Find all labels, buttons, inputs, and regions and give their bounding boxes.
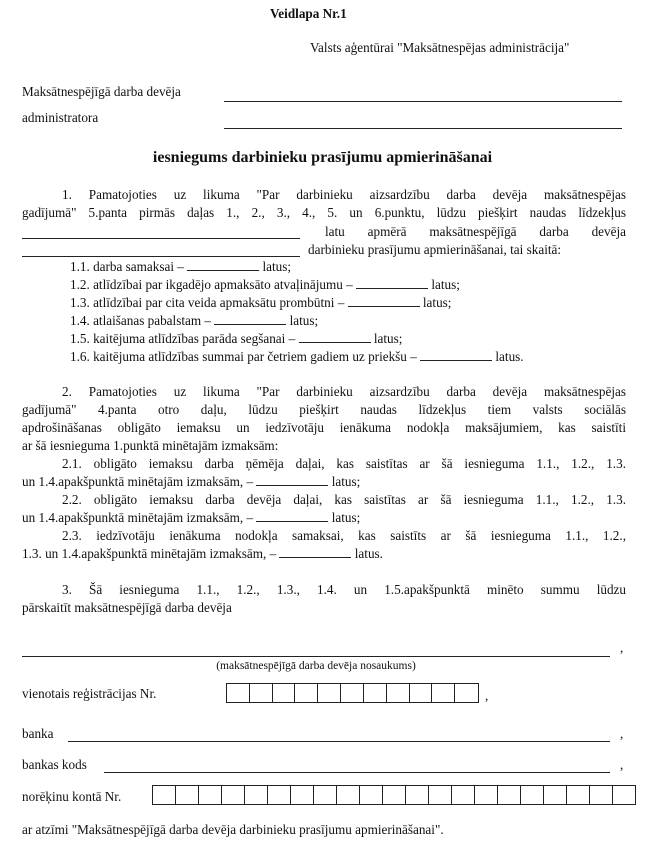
s2-line1: 2. Pamatojoties uz likuma "Par darbinieku aizsardzību darba devēja maksātnespējas	[62, 384, 626, 399]
s2-item-2-1-field[interactable]	[256, 474, 328, 486]
s2-item-2-3-line2: 1.3. un 1.4.apakšpunktā minētajām izmaksām, – latus.	[22, 546, 383, 561]
s1-line2: gadījumā" 5.panta pirmās daļas 1., 2., 3., 4., 5. un 6.punktu, lūdzu piešķirt naudas līdzekļus	[22, 205, 626, 220]
s1-line3: latu apmērā maksātnespējīgā darba devēja	[325, 224, 626, 239]
form-number: Veidlapa Nr.1	[270, 6, 347, 21]
bank-code-label: bankas kods	[22, 757, 87, 772]
s1-item-1-3: 1.3. atlīdzībai par cita veida apmaksātu prombūtni – latus;	[70, 295, 452, 310]
s2-item-2-3-field[interactable]	[279, 546, 351, 558]
comma: ,	[620, 726, 624, 741]
s1-item-1-1-field[interactable]	[187, 259, 259, 271]
reg-number-boxes[interactable]	[226, 683, 479, 703]
s3-line1: 3. Šā iesnieguma 1.1., 1.2., 1.3., 1.4. un 1.5.apakšpunktā minēto summu lūdzu	[62, 582, 626, 597]
employer-name-caption: (maksātnespējīgā darba devēja nosaukums)	[216, 660, 416, 672]
bank-label: banka	[22, 726, 54, 741]
bank-field[interactable]	[68, 741, 610, 742]
s2-line2: gadījumā" 4.panta otro daļu, lūdzu piešķirt naudas līdzekļus tiem valsts sociālās	[22, 402, 626, 417]
comma: ,	[620, 640, 624, 655]
s2-item-2-1-line2: un 1.4.apakšpunktā minētajām izmaksām, – latus;	[22, 474, 361, 489]
s1-item-1-1: 1.1. darba samaksai – latus;	[70, 259, 292, 274]
s2-item-2-3-line1: 2.3. iedzīvotāju ienākuma nodokļa samaksai, kas saistīts ar šā iesnieguma 1.1., 1.2.,	[62, 528, 626, 543]
s2-item-2-2-field[interactable]	[256, 510, 328, 522]
s3-line2: pārskaitīt maksātnespējīgā darba devēja	[22, 600, 232, 615]
employer-name-field[interactable]	[22, 656, 610, 657]
sender-admin-field[interactable]	[224, 128, 622, 129]
account-number-boxes[interactable]	[152, 785, 636, 805]
account-label: norēķinu kontā Nr.	[22, 789, 122, 804]
s1-item-1-4: 1.4. atlaišanas pabalstam – latus;	[70, 313, 319, 328]
sender-label-line2: administratora	[22, 110, 99, 125]
sender-name-field[interactable]	[224, 101, 622, 102]
s1-amount-field[interactable]	[22, 238, 300, 239]
s1-employer-field[interactable]	[22, 256, 300, 257]
s2-item-2-2-line2: un 1.4.apakšpunktā minētajām izmaksām, – latus;	[22, 510, 361, 525]
document-title: iesniegums darbinieku prasījumu apmierināšanai	[152, 149, 493, 166]
sender-label-line1: Maksātnespējīgā darba devēja	[22, 84, 181, 99]
closing-text: ar atzīmi "Maksātnespējīgā darba devēja darbinieku prasījumu apmierināšanai".	[22, 822, 444, 837]
comma: ,	[620, 757, 624, 772]
s1-item-1-6: 1.6. kaitējuma atlīdzības summai par četriem gadiem uz priekšu – latus.	[70, 349, 524, 364]
s2-item-2-2-line1: 2.2. obligāto iemaksu darba devēja daļai, kas saistītas ar šā iesnieguma 1.1., 1.2., 1.3.	[62, 492, 626, 507]
comma: ,	[485, 688, 489, 703]
s1-item-1-5: 1.5. kaitējuma atlīdzības parāda segšanai – latus;	[70, 331, 403, 346]
s1-item-1-5-field[interactable]	[299, 331, 371, 343]
reg-label: vienotais reģistrācijas Nr.	[22, 686, 157, 701]
s1-item-1-3-field[interactable]	[348, 295, 420, 307]
addressee: Valsts aģentūrai "Maksātnespējas administrācija"	[310, 40, 570, 55]
s1-item-1-2-field[interactable]	[356, 277, 428, 289]
bank-code-field[interactable]	[104, 772, 610, 773]
s1-line4: darbinieku prasījumu apmierināšanai, tai skaitā:	[308, 242, 562, 257]
s2-line4: ar šā iesnieguma 1.punktā minētajām izmaksām:	[22, 438, 279, 453]
s2-item-2-1-line1: 2.1. obligāto iemaksu darba ņēmēja daļai, kas saistītas ar šā iesnieguma 1.1., 1.2., 1.3.	[62, 456, 626, 471]
s1-item-1-6-field[interactable]	[420, 349, 492, 361]
s1-item-1-4-field[interactable]	[214, 313, 286, 325]
s1-line1: 1. Pamatojoties uz likuma "Par darbinieku aizsardzību darba devēja maksātnespējas	[62, 187, 626, 202]
s1-item-1-2: 1.2. atlīdzībai par ikgadējo apmaksāto atvaļinājumu – latus;	[70, 277, 460, 292]
s2-line3: apdrošināšanas obligāto iemaksu un iedzīvotāju ienākuma nodokļa maksājumiem, kas saistīti	[22, 420, 626, 435]
